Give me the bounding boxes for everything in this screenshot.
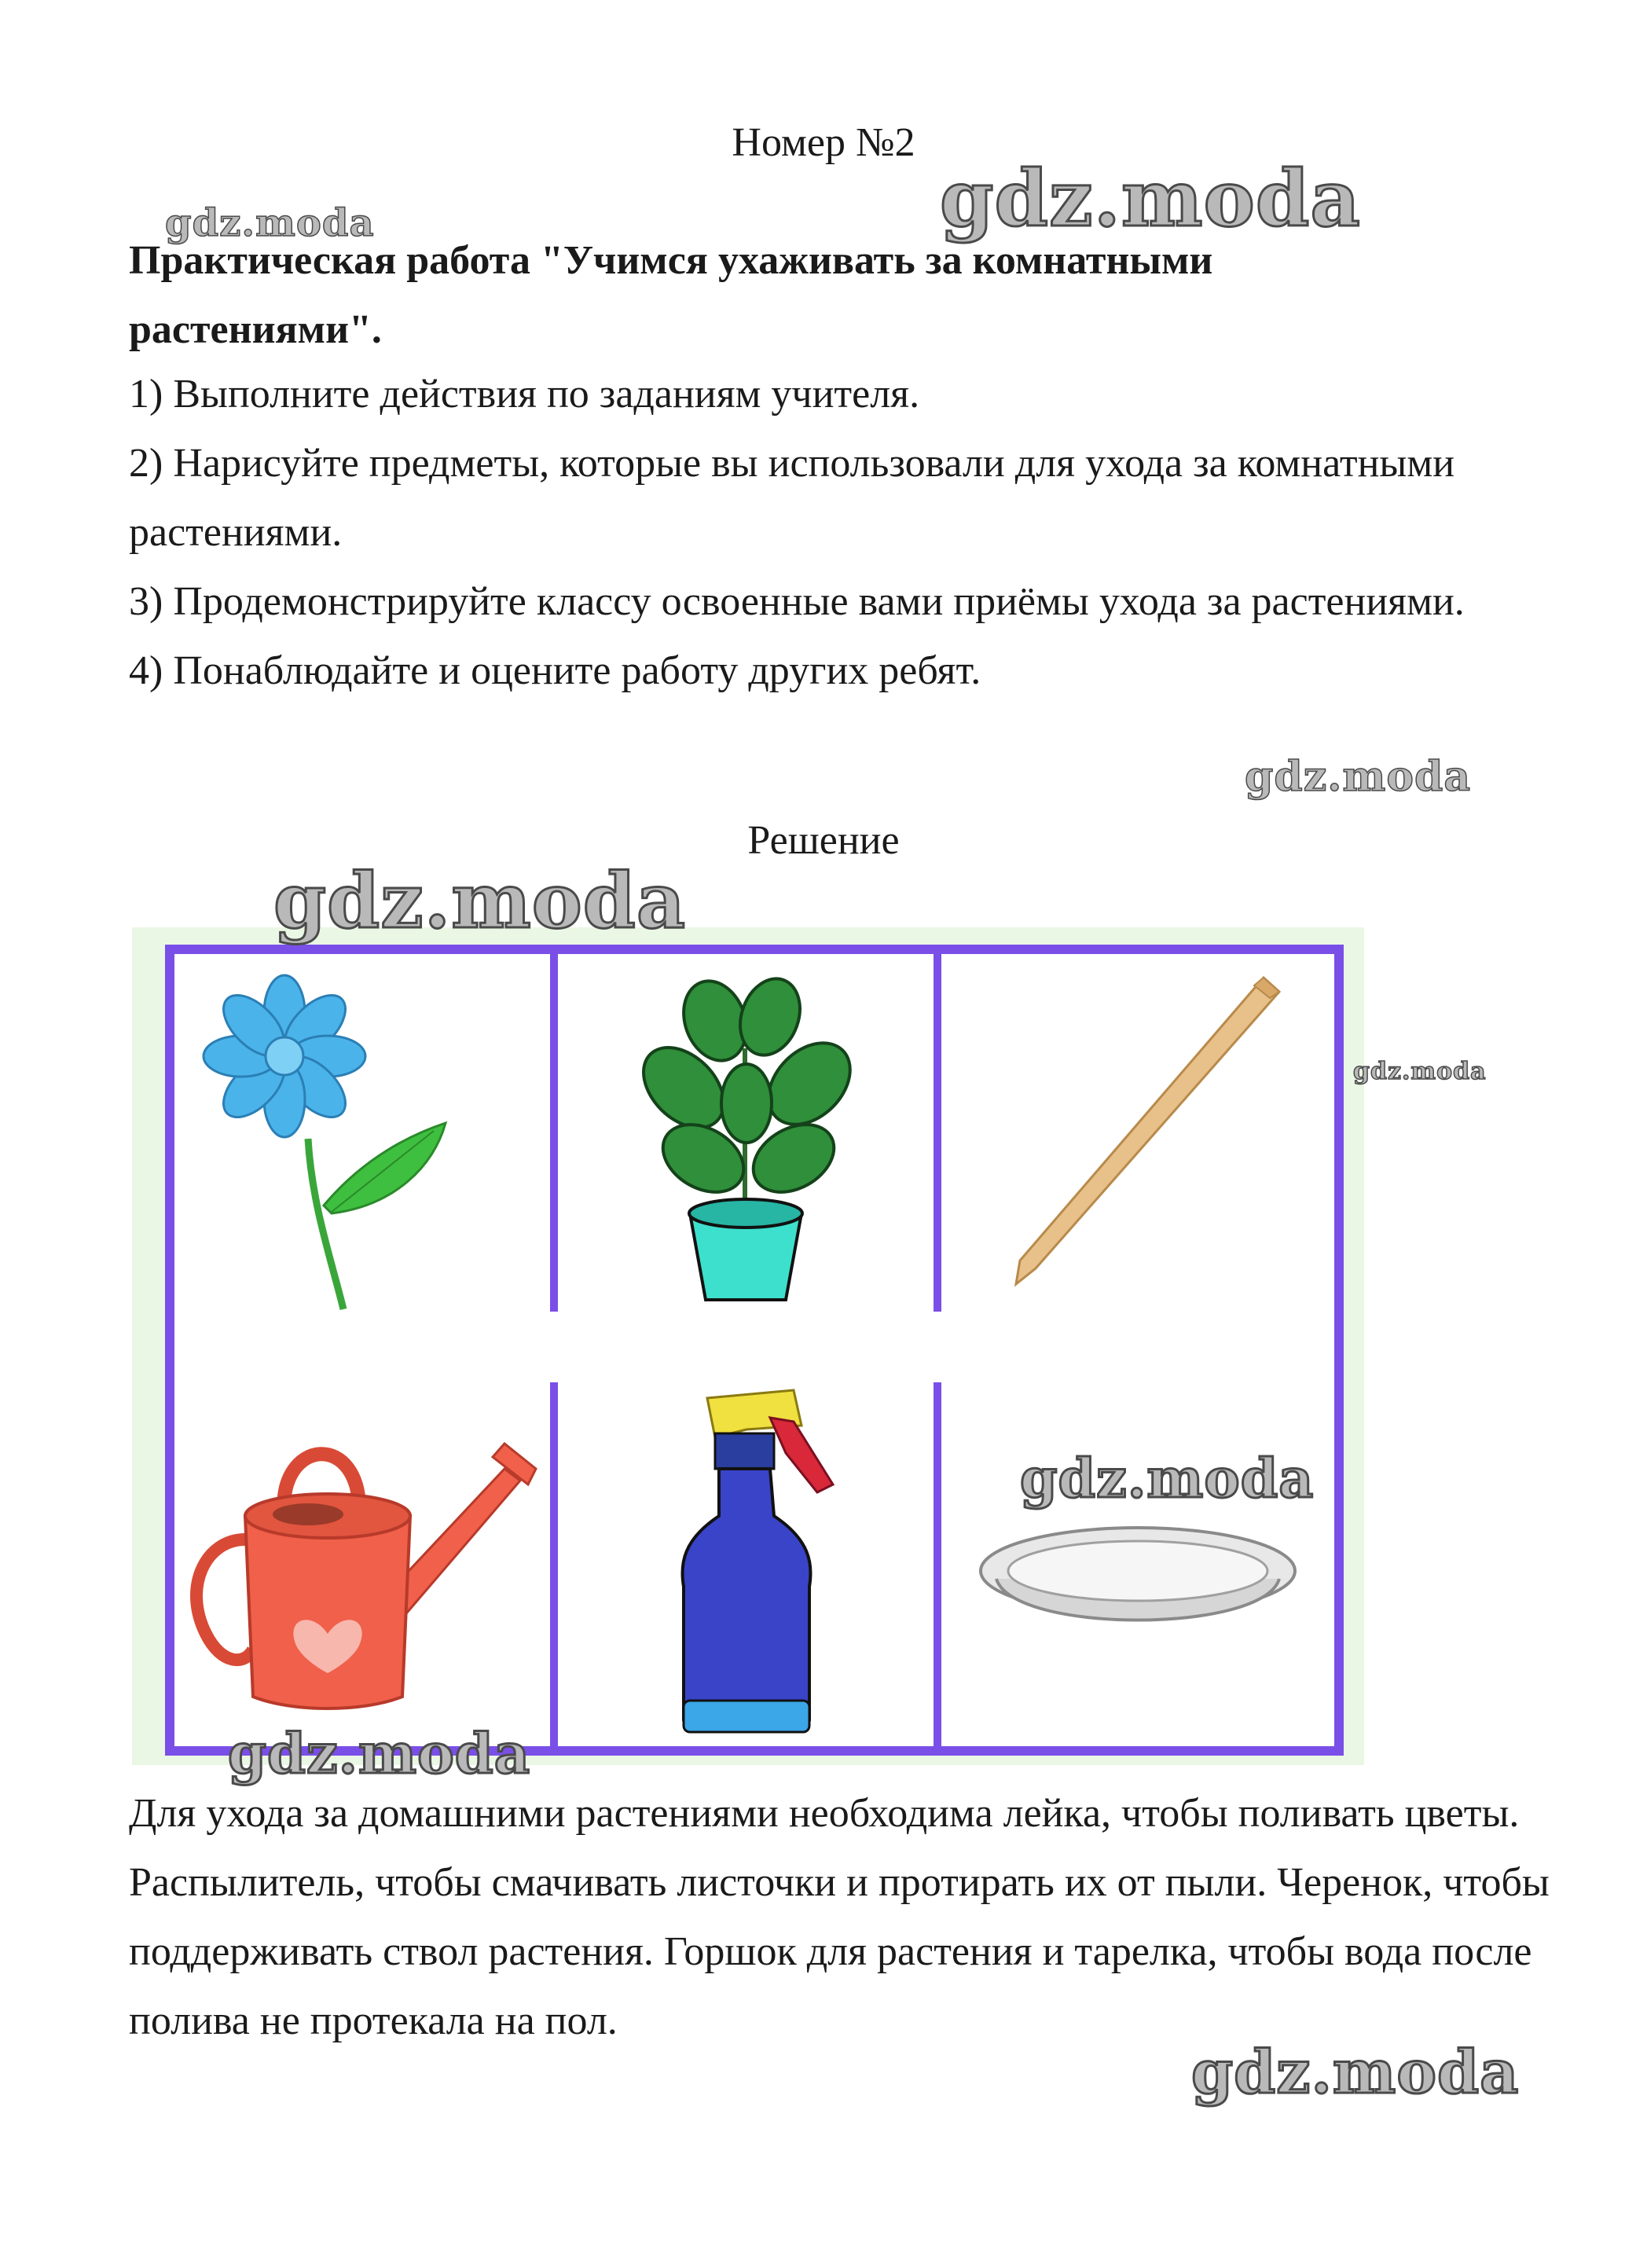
watermark: gdz.moda [940,154,1361,244]
watermark: gdz.moda [228,1721,531,1786]
cell-stick [941,954,1334,1312]
task-item: 3) Продемонстрируйте классу освоенные вами приёмы ухода за растениями. [129,579,1465,624]
task-number: Номер №2 [732,120,915,165]
task-item: 2) Нарисуйте предметы, которые вы использовали для ухода за комнатными растениями. [129,441,1455,555]
watermark: gdz.moda [1191,2037,1520,2107]
watermark: gdz.moda [1353,1058,1487,1085]
watermark: gdz.moda [1245,753,1472,801]
spray-bottle-icon [558,1382,934,1746]
watermark: gdz.moda [273,857,687,945]
page-title: Практическая работа "Учимся ухаживать за комнатными растениями". [129,238,1213,352]
potted-plant-icon [558,954,934,1312]
cell-flower [174,954,550,1312]
cell-spray-bottle [558,1382,934,1746]
solution-label: Решение [747,818,900,863]
flower-icon [174,954,550,1312]
cell-watering-can [174,1382,550,1746]
answer-text: Для ухода за домашними растениями необходима лейка, чтобы поливать цветы. Распылитель, чтобы смачивать листочки и протирать их от пыли. Черенок, чтобы поддерживать ствол растения. Горшок для растения и тарелка, чтобы вода после полива не протекала на пол. [129,1791,1550,2043]
watermark: gdz.moda [165,201,375,245]
cell-saucer [941,1382,1334,1746]
task-list [129,360,1543,706]
figure-gap [174,1312,1334,1382]
task-item: 4) Понаблюдайте и оцените работу других ребят. [129,648,981,693]
care-items-figure [132,927,1364,1765]
watering-can-icon [174,1382,550,1746]
cell-potted-plant [558,954,934,1312]
task-item: 1) Выполните действия по заданиям учителя. [129,372,920,417]
stick-icon [941,954,1334,1312]
saucer-icon [941,1382,1334,1746]
figure-frame [165,945,1344,1756]
watermark: gdz.moda [1020,1448,1315,1510]
